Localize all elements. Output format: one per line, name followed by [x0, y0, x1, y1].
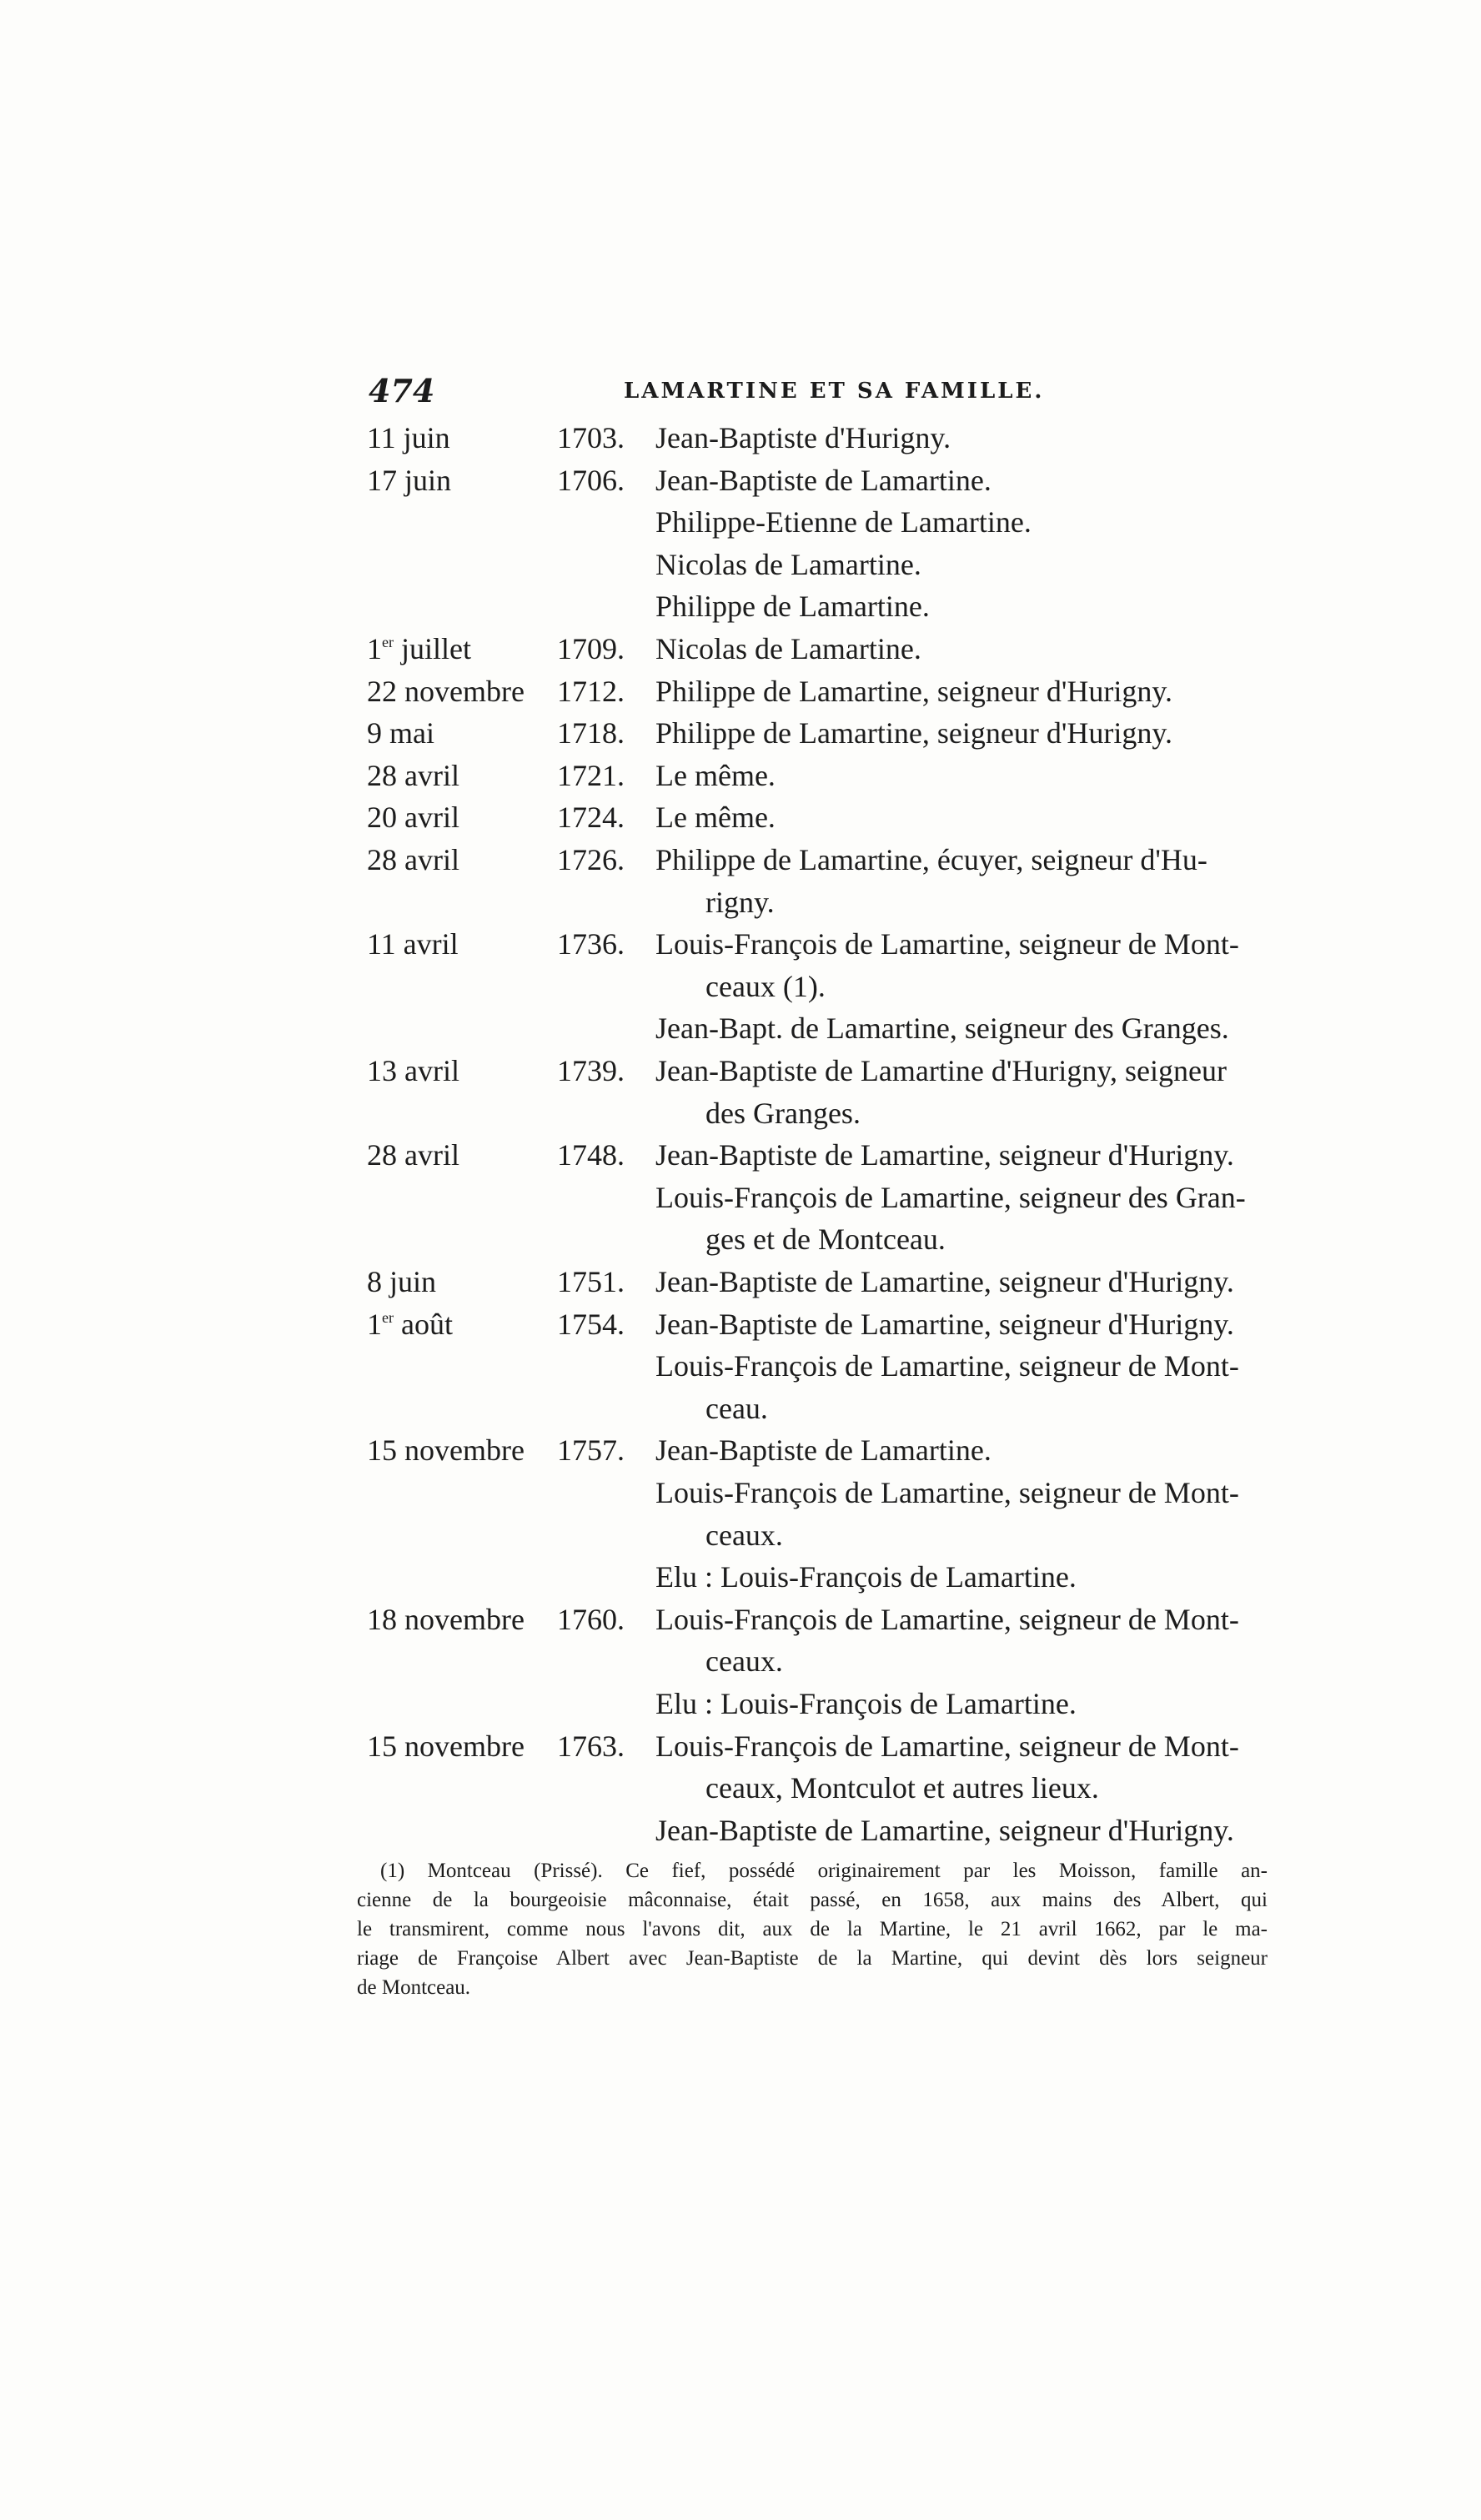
page-number: 474 [369, 372, 435, 409]
entry-year: 1763. [557, 1729, 625, 1763]
entry-text: des Granges. [705, 1096, 861, 1130]
entry-text: Philippe-Etienne de Lamartine. [655, 505, 1032, 540]
entry-text: Louis-François de Lamartine, seigneur de Mont- [655, 927, 1239, 961]
entry-date: 28 avril [367, 843, 459, 876]
entry-text: Louis-François de Lamartine, seigneur de Mont- [655, 1349, 1239, 1383]
entry-year: 1709. [557, 632, 625, 665]
entry-date: 20 avril [367, 801, 459, 835]
entry-year: 1706. [557, 463, 625, 497]
footnote-line: riage de Françoise Albert avec Jean-Baptiste de la Martine, qui devint dès lors seigneur [357, 1947, 1268, 1970]
entry-date: 15 novembre [367, 1433, 525, 1468]
entry-text: rigny. [705, 885, 775, 919]
entry-year: 1736. [557, 927, 625, 961]
entry-year: 1721. [557, 758, 625, 792]
entry-text: Jean-Baptiste de Lamartine. [655, 463, 992, 497]
entry-text: Jean-Bapt. de Lamartine, seigneur des Granges. [655, 1012, 1229, 1046]
entry-text: Louis-François de Lamartine, seigneur de Mont- [655, 1602, 1239, 1636]
entry-date: 17 juin [367, 463, 452, 497]
entry-year: 1739. [557, 1054, 625, 1087]
entry-text: Louis-François de Lamartine, seigneur des Gran- [655, 1180, 1246, 1214]
footnote-line: de Montceau. [357, 1976, 471, 1999]
footnote-line: cienne de la bourgeoisie mâconnaise, était passé, en 1658, aux mains des Albert, qui [357, 1889, 1268, 1911]
entry-text: ges et de Montceau. [705, 1222, 946, 1257]
entry-year: 1760. [557, 1602, 625, 1636]
entry-text: Jean-Baptiste de Lamartine d'Hurigny, seigneur [655, 1054, 1227, 1087]
entry-date: 22 novembre [367, 674, 525, 708]
entry-year: 1703. [557, 421, 625, 454]
entry-text: ceaux (1). [705, 969, 826, 1003]
entry-text: ceaux. [705, 1644, 783, 1679]
entry-date: 13 avril [367, 1054, 459, 1087]
footnote-line: le transmirent, comme nous l'avons dit, aux de la Martine, le 21 avril 1662, par le ma- [357, 1918, 1268, 1940]
entry-text: Le même. [655, 801, 776, 835]
entry-text: Jean-Baptiste d'Hurigny. [655, 421, 951, 454]
entry-text: Philippe de Lamartine, seigneur d'Hurigny. [655, 674, 1172, 708]
entry-year: 1751. [557, 1265, 625, 1298]
entry-text: Jean-Baptiste de Lamartine, seigneur d'Hurigny. [655, 1138, 1234, 1172]
entry-text: Philippe de Lamartine, écuyer, seigneur d'Hu- [655, 843, 1207, 876]
entry-text: Philippe de Lamartine, seigneur d'Hurigny. [655, 716, 1172, 750]
entry-text: Le même. [655, 758, 776, 792]
entry-text: Elu : Louis-François de Lamartine. [655, 1560, 1077, 1594]
entry-text: ceaux, Montculot et autres lieux. [705, 1771, 1099, 1805]
entry-text: Jean-Baptiste de Lamartine, seigneur d'Hurigny. [655, 1265, 1234, 1298]
entry-date: 28 avril [367, 1138, 459, 1172]
entry-date: 11 juin [367, 421, 450, 454]
entry-text: Philippe de Lamartine. [655, 590, 930, 624]
entry-text: Nicolas de Lamartine. [655, 547, 921, 581]
entry-year: 1726. [557, 843, 625, 876]
entry-date: 18 novembre [367, 1602, 525, 1636]
entry-text: Jean-Baptiste de Lamartine, seigneur d'Hurigny. [655, 1307, 1234, 1341]
entry-year: 1724. [557, 801, 625, 835]
entry-year: 1754. [557, 1307, 625, 1341]
entry-date: 9 mai [367, 716, 434, 750]
footnote-line: (1) Montceau (Prissé). Ce fief, possédé originairement par les Moisson, famille an- [380, 1860, 1268, 1882]
running-title: LAMARTINE ET SA FAMILLE. [624, 379, 1045, 404]
entry-date: 15 novembre [367, 1729, 525, 1763]
entry-year: 1718. [557, 716, 625, 750]
entry-date: 28 avril [367, 758, 459, 792]
entry-text: Jean-Baptiste de Lamartine, seigneur d'Hurigny. [655, 1813, 1234, 1847]
entry-text: Louis-François de Lamartine, seigneur de Mont- [655, 1729, 1239, 1763]
entry-date: 1er juillet [367, 632, 471, 665]
entry-text: Louis-François de Lamartine, seigneur de Mont- [655, 1476, 1239, 1509]
entry-text: ceau. [705, 1391, 768, 1425]
entry-text: Jean-Baptiste de Lamartine. [655, 1433, 992, 1468]
entry-year: 1712. [557, 674, 625, 708]
entry-date: 1er août [367, 1307, 453, 1341]
entry-year: 1748. [557, 1138, 625, 1172]
entry-year: 1757. [557, 1433, 625, 1468]
entry-text: Nicolas de Lamartine. [655, 632, 921, 665]
entry-text: ceaux. [705, 1518, 783, 1552]
entry-date: 8 juin [367, 1265, 437, 1298]
entry-date: 11 avril [367, 927, 459, 961]
entry-text: Elu : Louis-François de Lamartine. [655, 1687, 1077, 1720]
